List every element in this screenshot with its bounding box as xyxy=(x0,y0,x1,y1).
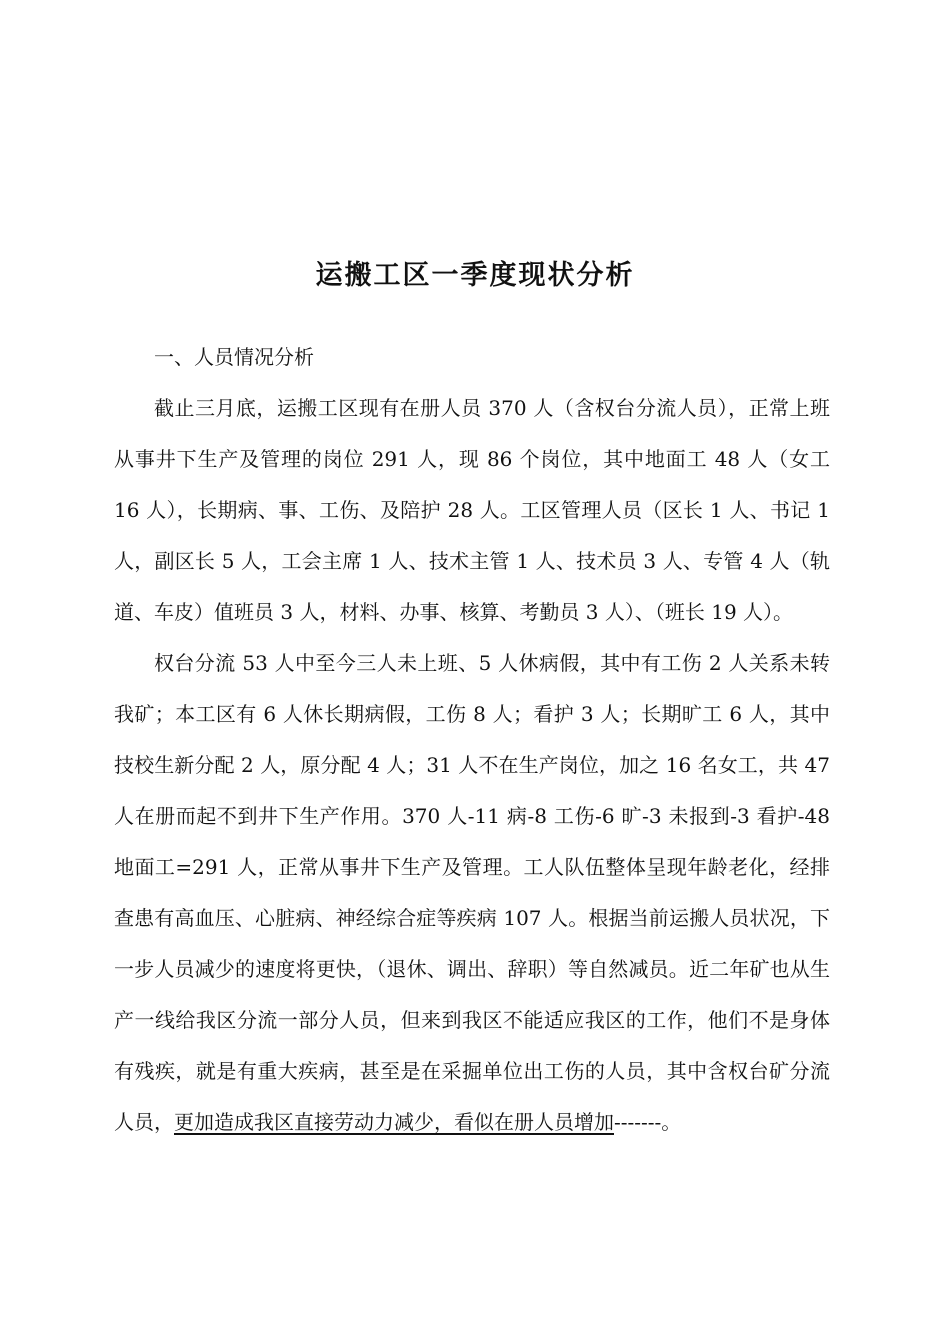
document-title: 运搬工区一季度现状分析 xyxy=(315,260,635,291)
paragraph: 截止三月底，运搬工区现有在册人员 370 人（含权台分流人员），正常上班从事井下生产及管理的岗位 291 人，现 86 个岗位，其中地面工 48 人（女工 16 人），长期病、事、工伤、及陪护 28 人。工区管理人员（区长 1 人、书记 1 人，副区长 5 人，工会主席 1 人、技术主管 1 人、技术员 3 人、专管 4 人（轨道、车皮）值班员 3 人，材料、办事、核算、考勤员 3 人）、（班长 19 人）。 xyxy=(114,396,830,624)
underlined-text: 更加造成我区直接劳动力减少，看似在册人员增加 xyxy=(174,1110,614,1134)
paragraph-text: 权台分流 53 人中至今三人未上班、5 人休病假，其中有工伤 2 人关系未转我矿；本工区有 6 人休长期病假，工伤 8 人；看护 3 人；长期旷工 6 人，其中技校生新分配 2 人，原分配 4 人；31 人不在生产岗位，加之 16 名女工，共 47 人在册而起不到井下生产作用。370 人-11 病-8 工伤-6 旷-3 未报到-3 看护-48 地面工=291 人，正常从事井下生产及管理。工人队伍整体呈现年龄老化，经排查患有高血压、心脏病、神经综合症等疾病 107 人。根据当前运搬人员状况，下一步人员减少的速度将更快，（退休、调出、辞职）等自然减员。近二年矿也从生产一线给我区分流一部分人员，但来到我区不能适应我区的工作，他们不是身体有残疾，就是有重大疾病，甚至是在采掘单位出工伤的人员，其中含权台矿分流人员， xyxy=(114,651,830,1134)
paragraph-tail: -------。 xyxy=(614,1110,682,1134)
section-heading: 一、人员情况分析 xyxy=(154,345,314,369)
document-body xyxy=(114,332,830,1148)
paragraph xyxy=(114,638,830,1148)
